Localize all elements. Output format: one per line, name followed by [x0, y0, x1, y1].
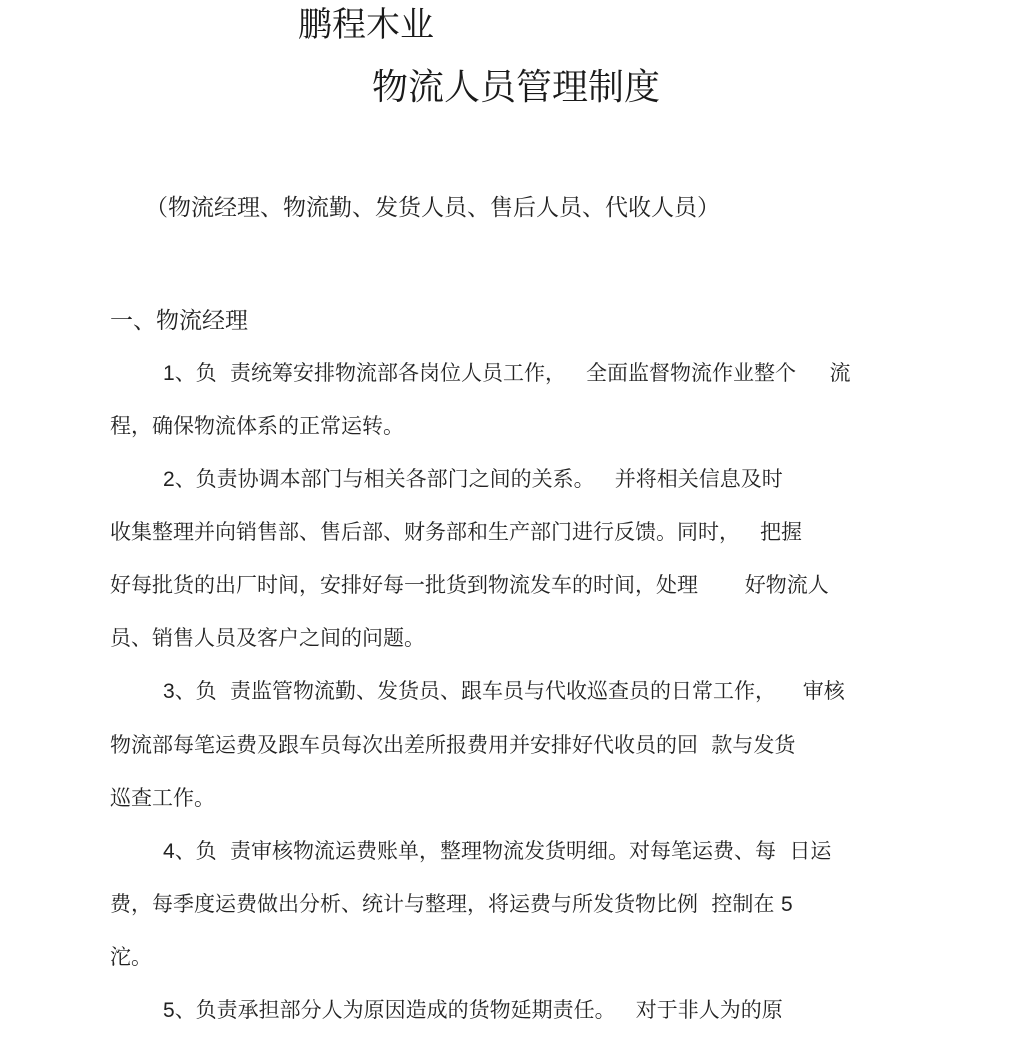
item-number: 2: [163, 468, 175, 491]
item-number: 4: [163, 840, 175, 863]
document-title: 物流人员管理制度: [372, 67, 661, 108]
item-5-line-1: 5、负责承担部分人为原因造成的货物延期责任。 对于非人为的原: [163, 998, 783, 1022]
section-heading: 一、物流经理: [110, 308, 248, 334]
document-subtitle: （物流经理、物流勤、发货人员、售后人员、代收人员）: [145, 195, 720, 221]
item-4-line-2: 费，每季度运费做出分析、统计与整理，将运费与所发货物比例 控制在 5: [110, 892, 793, 916]
company-name: 鹏程木业: [298, 5, 434, 45]
item-number: 5: [163, 999, 175, 1022]
item-1-line-1: 1、负 责统筹安排物流部各岗位人员工作， 全面监督物流作业整个 流: [163, 361, 851, 385]
item-3-line-1: 3、负 责监管物流勤、发货员、跟车员与代收巡查员的日常工作， 审核: [163, 679, 845, 703]
item-1-line-2: 程，确保物流体系的正常运转。: [110, 414, 404, 438]
inline-number: 5: [781, 893, 793, 916]
item-2-line-3: 好每批货的出厂时间，安排好每一批货到物流发车的时间，处理 好物流人: [110, 573, 829, 597]
item-2-line-1: 2、负责协调本部门与相关各部门之间的关系。 并将相关信息及时: [163, 467, 783, 491]
item-4-line-3: 沱。: [110, 945, 152, 969]
item-number: 3: [163, 680, 175, 703]
item-2-line-4: 员、销售人员及客户之间的问题。: [110, 626, 425, 650]
item-2-line-2: 收集整理并向销售部、售后部、财务部和生产部门进行反馈。同时， 把握: [110, 520, 803, 544]
item-3-line-3: 巡查工作。: [110, 786, 215, 810]
item-4-line-1: 4、负 责审核物流运费账单，整理物流发货明细。对每笔运费、每 日运: [163, 839, 832, 863]
item-3-line-2: 物流部每笔运费及跟车员每次出差所报费用并安排好代收员的回 款与发货: [110, 733, 796, 757]
item-number: 1: [163, 362, 175, 385]
